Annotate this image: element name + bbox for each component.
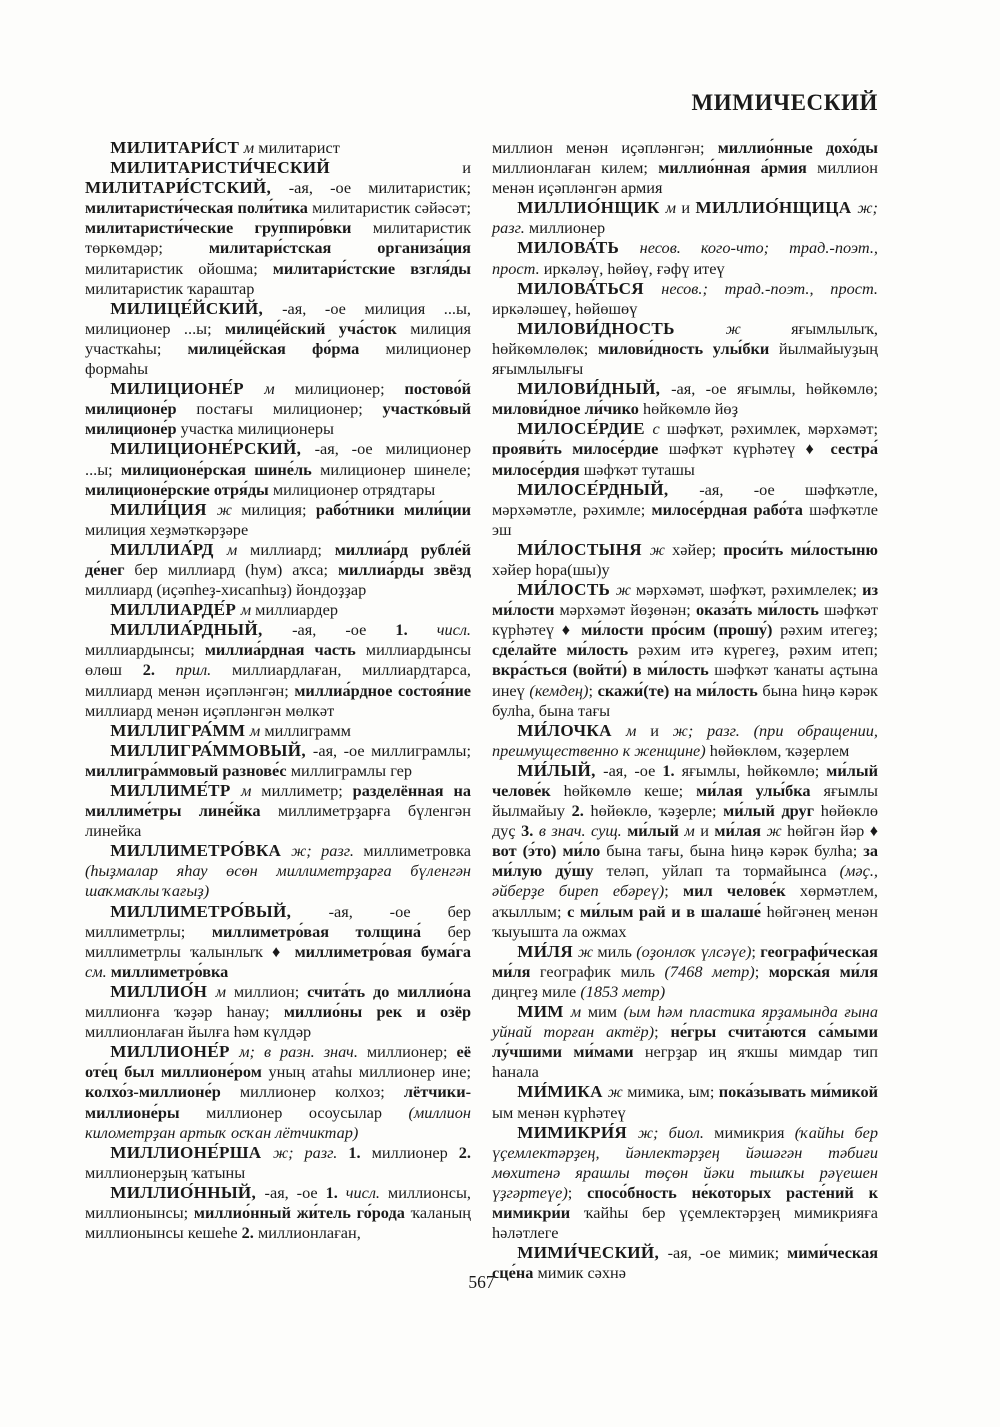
page-number: 567 bbox=[468, 1272, 495, 1292]
bold-text-run: из ми́лости bbox=[492, 580, 879, 620]
text-run: миллиграмм bbox=[264, 720, 351, 740]
dictionary-entry bbox=[85, 500, 471, 540]
headword: МИЛЛИГРА́ММОВЫЙ, bbox=[110, 740, 313, 760]
text-run: рәхим итә күрегеҙ, рәхим итеп; bbox=[638, 640, 878, 660]
text-run: -ая, -ое яғымлы, һөйкөмлө; bbox=[671, 379, 879, 399]
headword: МИЛИТАРИ́СТСКИЙ, bbox=[85, 178, 289, 198]
italic-text-run: м bbox=[684, 821, 701, 841]
bold-text-run: рабо́тники мили́ции bbox=[315, 499, 471, 519]
italic-text-run: ж bbox=[607, 1082, 628, 1102]
headword: МИЛЛИМЕ́ТР bbox=[110, 781, 242, 800]
text-run: миллионлаған килем; bbox=[492, 158, 659, 178]
headword: МИЛЛИА́РД bbox=[110, 539, 227, 559]
bold-text-run: ♦ сестра́ милосе́рдия bbox=[492, 439, 879, 479]
bold-text-run: миллигра́ммовый разнове́с bbox=[85, 760, 291, 780]
headword: МИЛОВИ́ДНЫЙ, bbox=[517, 379, 672, 399]
text-run: миллионер колхоз; bbox=[239, 1082, 404, 1102]
bold-text-run: ми́лая улы́бка bbox=[696, 781, 824, 800]
dictionary-entry bbox=[492, 540, 878, 580]
dictionary-entry bbox=[85, 841, 471, 901]
text-run: мәрхәмәт йөҙөнән; bbox=[559, 600, 696, 620]
bold-text-run: ми́лый bbox=[627, 821, 685, 841]
headword: МИЛИТАРИ́СТ bbox=[110, 138, 244, 157]
text-run: ым менән күрһәтеү bbox=[492, 1102, 626, 1122]
dictionary-entry bbox=[85, 299, 471, 379]
bold-text-run: милови́дность улы́бки bbox=[597, 338, 779, 358]
headword: МИ́ЛЯ bbox=[517, 941, 578, 961]
bold-text-run: мил челове́к bbox=[683, 881, 800, 901]
text-run: -ая, -ое bbox=[292, 620, 396, 640]
text-run: шәфҡәтле эш bbox=[492, 499, 878, 539]
text-run: миллиард; bbox=[250, 539, 335, 559]
bold-text-run: спосо́бность не́которых расте́ний к мимикри́и bbox=[492, 1182, 878, 1222]
bold-text-run: участко́вый милиционе́р bbox=[85, 399, 472, 439]
text-run: -ая, -ое bbox=[603, 760, 663, 780]
italic-text-run: ж; разг. bbox=[291, 841, 364, 861]
bold-text-run: разделённая на миллиме́тры лине́йка bbox=[85, 781, 472, 821]
italic-text-run: ж bbox=[725, 318, 792, 338]
headword: МИЛИЦИОНЕ́РСКИЙ, bbox=[110, 439, 315, 459]
bold-text-run: миллиа́рдное состоя́ние bbox=[294, 680, 471, 700]
text-run: -ая, -ое милиционер ...ы; bbox=[85, 439, 471, 479]
text-run: шәфҡәт күрһәтеү bbox=[668, 439, 806, 459]
bold-text-run: 1. bbox=[325, 1182, 346, 1202]
italic-text-run: ж; разг. bbox=[492, 198, 878, 238]
text-run: йылмайыуҙың яғымлылығы bbox=[492, 338, 878, 379]
italic-text-run: (кемдең) bbox=[529, 680, 589, 700]
bold-text-run: с ми́лым рай и в шалаше́ bbox=[567, 901, 767, 921]
dictionary-entry bbox=[85, 1042, 471, 1142]
text-run: участка милиционеры bbox=[180, 419, 334, 439]
bold-text-run: вкра́сться (войти́) в ми́лость bbox=[492, 660, 715, 680]
text-run: һөйөклөм, ҡәҙерлем bbox=[709, 740, 850, 760]
dictionary-entry bbox=[492, 279, 878, 319]
dictionary-entry bbox=[85, 158, 471, 299]
bold-text-run: 1. bbox=[348, 1142, 372, 1162]
italic-text-run: в знач. сущ. bbox=[538, 821, 628, 841]
italic-text-run: м bbox=[665, 198, 682, 218]
italic-text-run: (миллион километрҙан артыҡ осҡан лётчиктар) bbox=[85, 1102, 471, 1142]
text-run: мимик сәхнә bbox=[537, 1263, 626, 1283]
column-left bbox=[85, 138, 471, 1283]
headword: МИЛИЦЕ́ЙСКИЙ, bbox=[110, 298, 283, 318]
text-run: яғымлы йылмайыу bbox=[492, 781, 878, 821]
bold-text-run: миллио́нный жи́тель го́рода bbox=[193, 1202, 411, 1222]
dictionary-entry bbox=[85, 781, 471, 841]
italic-text-run: несов.; трад.-поэт., прост. bbox=[661, 278, 878, 298]
text-run: шәфҡәт ҡанаты аҫтына инеү bbox=[492, 660, 878, 700]
italic-text-run: см. bbox=[85, 961, 111, 981]
bold-text-run: морска́я ми́ля bbox=[768, 961, 878, 981]
dictionary-entry bbox=[492, 1002, 878, 1082]
text-run: негрҙар иң яҡшы мимдар тип һанала bbox=[492, 1042, 878, 1082]
text-run: миллиметрҙарға бүленгән линейка bbox=[85, 801, 471, 841]
dictionary-entry bbox=[492, 319, 878, 379]
italic-text-run: числ. bbox=[436, 620, 471, 640]
text-run: һөйгән йәр bbox=[787, 821, 870, 841]
bold-text-run: ♦ ми́лости про́сим (прошу́) bbox=[561, 620, 781, 640]
bold-text-run: 1. bbox=[395, 620, 437, 640]
text-run: хәйер һора(шы)у bbox=[492, 559, 610, 579]
italic-text-run: м bbox=[243, 138, 259, 157]
dictionary-entry bbox=[85, 721, 471, 741]
text-run: яғымлылыҡ, һөйкөмлөлөк; bbox=[492, 318, 879, 358]
headword: МИЛЛИО́Н bbox=[110, 981, 216, 1001]
bold-text-run: колхо́з-миллионе́р bbox=[85, 1082, 240, 1102]
bold-text-run: 2. bbox=[142, 660, 176, 680]
bold-text-run: миллио́нная а́рмия bbox=[658, 158, 818, 178]
bold-text-run: лётчики-миллионе́ры bbox=[85, 1082, 471, 1122]
text-run: -ая, -ое милитаристик; bbox=[288, 178, 471, 198]
italic-text-run: (һыҙмалар яһау өсөн миллиметрҙарға бүленгән шаҡмаҡлы ҡағыҙ) bbox=[85, 861, 471, 901]
text-run: хөрмәтлем, аҡыллым; bbox=[492, 881, 878, 921]
dictionary-entry bbox=[492, 419, 878, 479]
bold-text-run: сде́лайте ми́лость bbox=[492, 640, 639, 660]
text-run: милитаристик төркөмдәр; bbox=[85, 218, 471, 258]
bold-text-run: 1. bbox=[662, 760, 682, 780]
text-block bbox=[85, 138, 878, 1283]
italic-text-run: ж; разг. bbox=[272, 1142, 349, 1162]
dictionary-entry bbox=[492, 379, 878, 419]
bold-text-run: миллиа́рд рубле́й де́нег bbox=[85, 539, 471, 579]
bold-text-run: 2. bbox=[458, 1142, 471, 1162]
text-run: теләп, уйлап та тормайынса bbox=[606, 861, 840, 881]
italic-text-run: ж bbox=[615, 580, 636, 600]
bold-text-run: ми́лый друг bbox=[723, 801, 821, 821]
bold-text-run: ♦ миллиметро́вая бума́га bbox=[272, 941, 471, 961]
italic-text-run: ж; биол. bbox=[637, 1122, 715, 1142]
bold-text-run: счита́ть до миллио́на bbox=[307, 981, 471, 1001]
dictionary-entry bbox=[492, 238, 878, 278]
headword: МИЛОСЕ́РДИЕ bbox=[517, 419, 653, 439]
text-run: миллион менән иҫәпләнгән; bbox=[492, 138, 718, 157]
text-run: -ая, -ое милиция ...ы, милиционер ...ы; bbox=[85, 298, 471, 338]
italic-text-run: ж bbox=[766, 821, 788, 841]
bold-text-run: 3. bbox=[521, 821, 539, 841]
text-run: ; bbox=[754, 961, 769, 981]
text-run: миллионер осоусылар bbox=[206, 1102, 409, 1122]
text-run: һөйөклө дуҫ bbox=[492, 801, 879, 841]
bold-text-run: не́гры счита́ются са́мыми лу́чшими ми́мами bbox=[492, 1022, 878, 1062]
text-run: ҡайһы бер үҫемлектәрҙең мимикрияға һәләтлеге bbox=[492, 1202, 879, 1243]
italic-text-run: числ. bbox=[345, 1182, 388, 1202]
bold-text-run: миллиметро́вая толщина́ bbox=[211, 921, 448, 941]
dictionary-entry bbox=[492, 942, 878, 1002]
bold-text-run: её оте́ц был миллионе́ром bbox=[85, 1042, 471, 1082]
text-run: миллион; bbox=[233, 981, 308, 1001]
italic-text-run: м bbox=[570, 1002, 588, 1022]
headword: МИЛЛИО́НЩИЦА bbox=[695, 198, 858, 218]
italic-text-run: (оҙонлоҡ үлсәүе) bbox=[636, 941, 752, 961]
headword: МИМИ́ЧЕСКИЙ, bbox=[517, 1243, 668, 1263]
text-run: бер миллиард (һум) аҡса; bbox=[134, 559, 338, 579]
headword: МИ́ЛОСТЫНЯ bbox=[517, 539, 650, 559]
text-run: миль bbox=[597, 941, 637, 961]
headword: МИЛИЦИОНЕ́Р bbox=[110, 379, 265, 399]
bold-text-run: милитаристи́ческие группиро́вки bbox=[85, 218, 373, 238]
text-run: миллиард менән иҫәпләнгән мөлкәт bbox=[85, 700, 335, 720]
column-right bbox=[492, 138, 878, 1283]
italic-text-run: (ым һәм пластика ярҙамында ғына уйнай торған актёр) bbox=[492, 1002, 878, 1042]
dictionary-entry bbox=[85, 741, 471, 781]
text-run: бына тағы, бына һиңә кәрәк булһа; bbox=[606, 841, 864, 861]
text-run: -ая, -ое bbox=[264, 1182, 326, 1202]
italic-text-run: ж bbox=[577, 941, 598, 961]
bold-text-run: оказа́ть ми́лость bbox=[695, 600, 824, 620]
text-run: -ая, -ое миллиграмлы; bbox=[312, 740, 472, 760]
text-run: шәфҡәт, рәхимлек, мәрхәмәт; bbox=[666, 419, 879, 439]
bold-text-run: ми́лая bbox=[714, 821, 767, 841]
text-run: һөйгәнең менән ҡыуышта ла ожмах bbox=[492, 901, 878, 941]
text-run: ; bbox=[664, 881, 684, 901]
text-run: һөйөклө, ҡәҙерле; bbox=[590, 801, 724, 821]
italic-text-run: м; в разн. знач. bbox=[239, 1042, 367, 1062]
text-run: рәхим итегеҙ; bbox=[780, 620, 878, 640]
text-run: ; bbox=[588, 680, 598, 700]
headword: МИМ bbox=[517, 1002, 571, 1022]
bold-text-run: милови́дное ли́чико bbox=[492, 399, 644, 419]
headword: МИ́МИКА bbox=[517, 1082, 608, 1102]
headword: МИЛЛИАРДЕ́Р bbox=[110, 600, 241, 620]
headword: МИЛИТАРИСТИ́ЧЕСКИЙ bbox=[110, 158, 463, 178]
text-run: шәфҡәт күрһәтеү bbox=[492, 600, 878, 640]
text-run: миллионерҙың ҡатыны bbox=[85, 1162, 246, 1182]
entry-continuation bbox=[492, 138, 878, 198]
italic-text-run: м bbox=[626, 720, 651, 740]
bold-text-run: ♦ вот (э́то) ми́ло bbox=[492, 821, 878, 861]
italic-text-run: прил. bbox=[175, 660, 232, 680]
bold-text-run: 2. bbox=[241, 1223, 258, 1243]
text-run: миллиметр; bbox=[261, 781, 353, 800]
text-run: иркәләшеү, һөйөшөү bbox=[492, 298, 638, 318]
headword: МИЛОВА́ТЬ bbox=[517, 238, 640, 258]
headword: МИМИКРИ́Я bbox=[517, 1122, 638, 1142]
bold-text-run: милице́йский уча́сток bbox=[225, 318, 411, 338]
text-run: яғымлы, һөйкөмлө; bbox=[681, 760, 827, 780]
italic-text-run: с bbox=[652, 419, 667, 439]
text-run: и bbox=[650, 720, 673, 740]
dictionary-entry bbox=[85, 540, 471, 600]
bold-text-run: прояви́ть милосе́рдие bbox=[492, 439, 669, 459]
bold-text-run: миллиметро́вка bbox=[110, 961, 229, 981]
bold-text-run: мими́ческая сце́на bbox=[492, 1243, 879, 1283]
text-run: -ая, -ое мимик; bbox=[667, 1243, 788, 1263]
headword: МИЛЛИГРА́ММ bbox=[110, 720, 250, 740]
text-run: милиционер отрядтары bbox=[272, 479, 436, 499]
text-run: милиция; bbox=[241, 499, 316, 519]
dictionary-entry bbox=[85, 1183, 471, 1243]
dictionary-entry bbox=[85, 1143, 471, 1183]
italic-text-run: ж; разг. (при обращении, преимущественно к женщине) bbox=[492, 720, 878, 760]
text-run: -ая, -ое бер миллиметрлы; bbox=[85, 901, 472, 941]
bold-text-run: ми́лый челове́к bbox=[492, 760, 878, 800]
bold-text-run: постово́й милиционе́р bbox=[85, 379, 471, 419]
dictionary-entry bbox=[492, 721, 878, 761]
italic-text-run: м bbox=[240, 600, 256, 620]
text-run: миллиардынсы өлөш bbox=[85, 640, 472, 680]
bold-text-run: милитаристи́ческая поли́тика bbox=[85, 198, 313, 218]
italic-text-run: (ҡайһы бер үҫемлектәрҙең, йәнлектәрҙең йәшәгән тәбиғи мөхитенә ярашлы төҫөн йәки тышҡы рәүешен үҙгәртеүе) bbox=[492, 1122, 878, 1202]
text-run: милитаристик ойошма; bbox=[85, 258, 273, 278]
headword: МИЛЛИО́ННЫЙ, bbox=[110, 1182, 265, 1202]
text-run: һөйкөмлө кеше; bbox=[563, 781, 697, 800]
italic-text-run: ж bbox=[649, 539, 673, 559]
dictionary-entry bbox=[492, 1123, 878, 1244]
text-run: ; bbox=[751, 941, 761, 961]
text-run: миллионлаған йылға һәм күлдәр bbox=[85, 1022, 312, 1042]
headword: МИЛЛИОНЕ́Р bbox=[110, 1042, 240, 1062]
text-run: мимика, ым; bbox=[627, 1082, 719, 1102]
italic-text-run: (1853 метр) bbox=[580, 981, 666, 1001]
headword: МИ́ЛОЧКА bbox=[517, 720, 627, 740]
italic-text-run: м bbox=[249, 720, 265, 740]
text-run: и bbox=[681, 198, 696, 218]
text-run: миллиардлаған, миллиардтарса, миллиард менән иҫәпләнгән; bbox=[85, 660, 471, 700]
text-run: милиция хеҙмәткәрҙәре bbox=[85, 519, 249, 539]
headword: МИЛОВА́ТЬСЯ bbox=[517, 278, 662, 298]
bold-text-run: миллио́нные дохо́ды bbox=[717, 138, 878, 157]
dictionary-entry bbox=[492, 1082, 878, 1122]
dictionary-entry bbox=[492, 761, 878, 942]
text-run: постағы милиционер; bbox=[196, 399, 383, 419]
dictionary-entry bbox=[85, 138, 471, 158]
italic-text-run: ж bbox=[216, 499, 242, 519]
headword: МИЛЛИО́НЩИК bbox=[517, 198, 666, 218]
text-run: миллионер bbox=[528, 218, 606, 238]
bold-text-run: за ми́лую ду́шу bbox=[492, 841, 878, 881]
text-run: географик миль bbox=[539, 961, 665, 981]
dictionary-entry bbox=[85, 379, 471, 439]
text-run: миллионсы, миллионынсы; bbox=[85, 1182, 471, 1222]
text-run: и bbox=[700, 821, 715, 841]
text-run: миллиграмлы гер bbox=[290, 760, 413, 780]
text-run: милиционер формаһы bbox=[85, 338, 471, 379]
headword: МИЛОСЕ́РДНЫЙ, bbox=[517, 479, 700, 499]
bold-text-run: милиционе́рские отря́ды bbox=[85, 479, 273, 499]
text-run: ; bbox=[654, 1022, 671, 1042]
text-run: һөйкөмлө йөҙ bbox=[643, 399, 738, 419]
bold-text-run: милитари́стская организа́ция bbox=[208, 238, 471, 258]
text-run: хәйер; bbox=[672, 539, 724, 559]
text-run: миллионға ҡәҙәр һанау; bbox=[85, 1002, 284, 1022]
dictionary-entry bbox=[85, 600, 471, 620]
dictionary-entry bbox=[492, 580, 878, 721]
headword: МИЛОВИ́ДНОСТЬ bbox=[517, 318, 726, 338]
text-run: миллиметровка bbox=[363, 841, 471, 861]
running-head: МИМИЧЕСКИЙ bbox=[691, 90, 878, 115]
dictionary-entry bbox=[85, 620, 471, 720]
bold-text-run: миллио́ны рек и озёр bbox=[283, 1002, 471, 1022]
bold-text-run: милосе́рдная рабо́та bbox=[651, 499, 810, 519]
bold-text-run: скажи́(те) на ми́лость bbox=[597, 680, 763, 700]
text-run: милитаристик ҡараштар bbox=[85, 278, 255, 298]
text-run: мимикрия bbox=[714, 1122, 795, 1142]
bold-text-run: милице́йская фо́рма bbox=[187, 338, 386, 358]
dictionary-entry bbox=[492, 198, 878, 238]
text-run: миллион менән иҫәпләнгән армия bbox=[492, 158, 878, 198]
headword: МИ́ЛЫЙ, bbox=[517, 760, 604, 780]
text-run: миллионер; bbox=[366, 1042, 457, 1062]
text-run: милиционер шинеле; bbox=[320, 459, 471, 479]
bold-text-run: милиционе́рская шине́ль bbox=[121, 459, 321, 479]
text-run: мәрхәмәт, шәфҡәт, рәхимлелек; bbox=[635, 580, 863, 600]
dictionary-entry bbox=[492, 480, 878, 540]
text-run: шәфҡәт туташы bbox=[583, 459, 695, 479]
italic-text-run: (мәҫ., әйберҙе биреп ебәреү) bbox=[492, 861, 878, 901]
italic-text-run: м bbox=[264, 379, 295, 399]
bold-text-run: миллиа́рды звёзд bbox=[337, 559, 471, 579]
italic-text-run: (7468 метр) bbox=[664, 961, 755, 981]
text-run: -ая, -ое шәфҡәтле, мәрхәмәтле, рәхимле; bbox=[492, 479, 878, 519]
headword: МИЛЛИОНЕ́РША bbox=[110, 1142, 273, 1162]
text-run: диңгеҙ миле bbox=[492, 981, 581, 1001]
text-run: милиция участкаһы; bbox=[85, 318, 471, 358]
text-run: ; bbox=[567, 1182, 588, 1202]
text-run: иркәләү, һөйөү, ғәфү итеү bbox=[543, 258, 725, 278]
text-run: миллионлаған, bbox=[257, 1223, 361, 1243]
headword: МИЛИ́ЦИЯ bbox=[110, 499, 217, 519]
text-run: миллиард (иҫәпһеҙ-хисапһыҙ) йондоҙҙар bbox=[85, 580, 367, 600]
text-run: бер миллиметрлы ҡалынлыҡ bbox=[85, 921, 471, 961]
text-run: ҡаланың миллионынсы кешеһе bbox=[85, 1202, 471, 1243]
headword: МИ́ЛОСТЬ bbox=[517, 580, 616, 600]
text-run: бына һиңә кәрәк булһа, бына тағы bbox=[492, 680, 878, 720]
dictionary-entry bbox=[85, 982, 471, 1042]
text-run: миллиардер bbox=[255, 600, 338, 620]
headword: МИЛЛИМЕТРО́ВЫЙ, bbox=[110, 901, 329, 921]
dictionary-entry bbox=[85, 902, 471, 982]
headword: МИЛЛИА́РДНЫЙ, bbox=[110, 620, 293, 640]
bold-text-run: пока́зывать ми́микой bbox=[718, 1082, 878, 1102]
italic-text-run: несов. кого-что; трад.-поэт., прост. bbox=[492, 238, 878, 278]
text-run: миллионер bbox=[371, 1142, 459, 1162]
text-run: миллиардынсы; bbox=[85, 640, 205, 660]
text-run: милитарист bbox=[258, 138, 340, 157]
bold-text-run: миллиа́рдная часть bbox=[204, 640, 366, 660]
bold-text-run: проси́ть ми́лостыню bbox=[723, 539, 878, 559]
bold-text-run: милитари́стские взгля́ды bbox=[272, 258, 471, 278]
bold-text-run: 2. bbox=[571, 801, 591, 821]
italic-text-run: м bbox=[241, 781, 262, 800]
italic-text-run: м bbox=[215, 981, 234, 1001]
text-run: мим bbox=[587, 1002, 624, 1022]
headword: МИЛЛИМЕТРО́ВКА bbox=[110, 841, 292, 861]
text-run: милитаристик сәйәсәт; bbox=[312, 198, 471, 218]
text-run: уның атаһы миллионер ине; bbox=[268, 1062, 471, 1082]
text-run: милиционер; bbox=[294, 379, 405, 399]
text-run: и bbox=[462, 158, 471, 178]
bold-text-run: географи́ческая ми́ля bbox=[492, 941, 878, 981]
italic-text-run: м bbox=[226, 539, 251, 559]
dictionary-entry bbox=[85, 439, 471, 499]
